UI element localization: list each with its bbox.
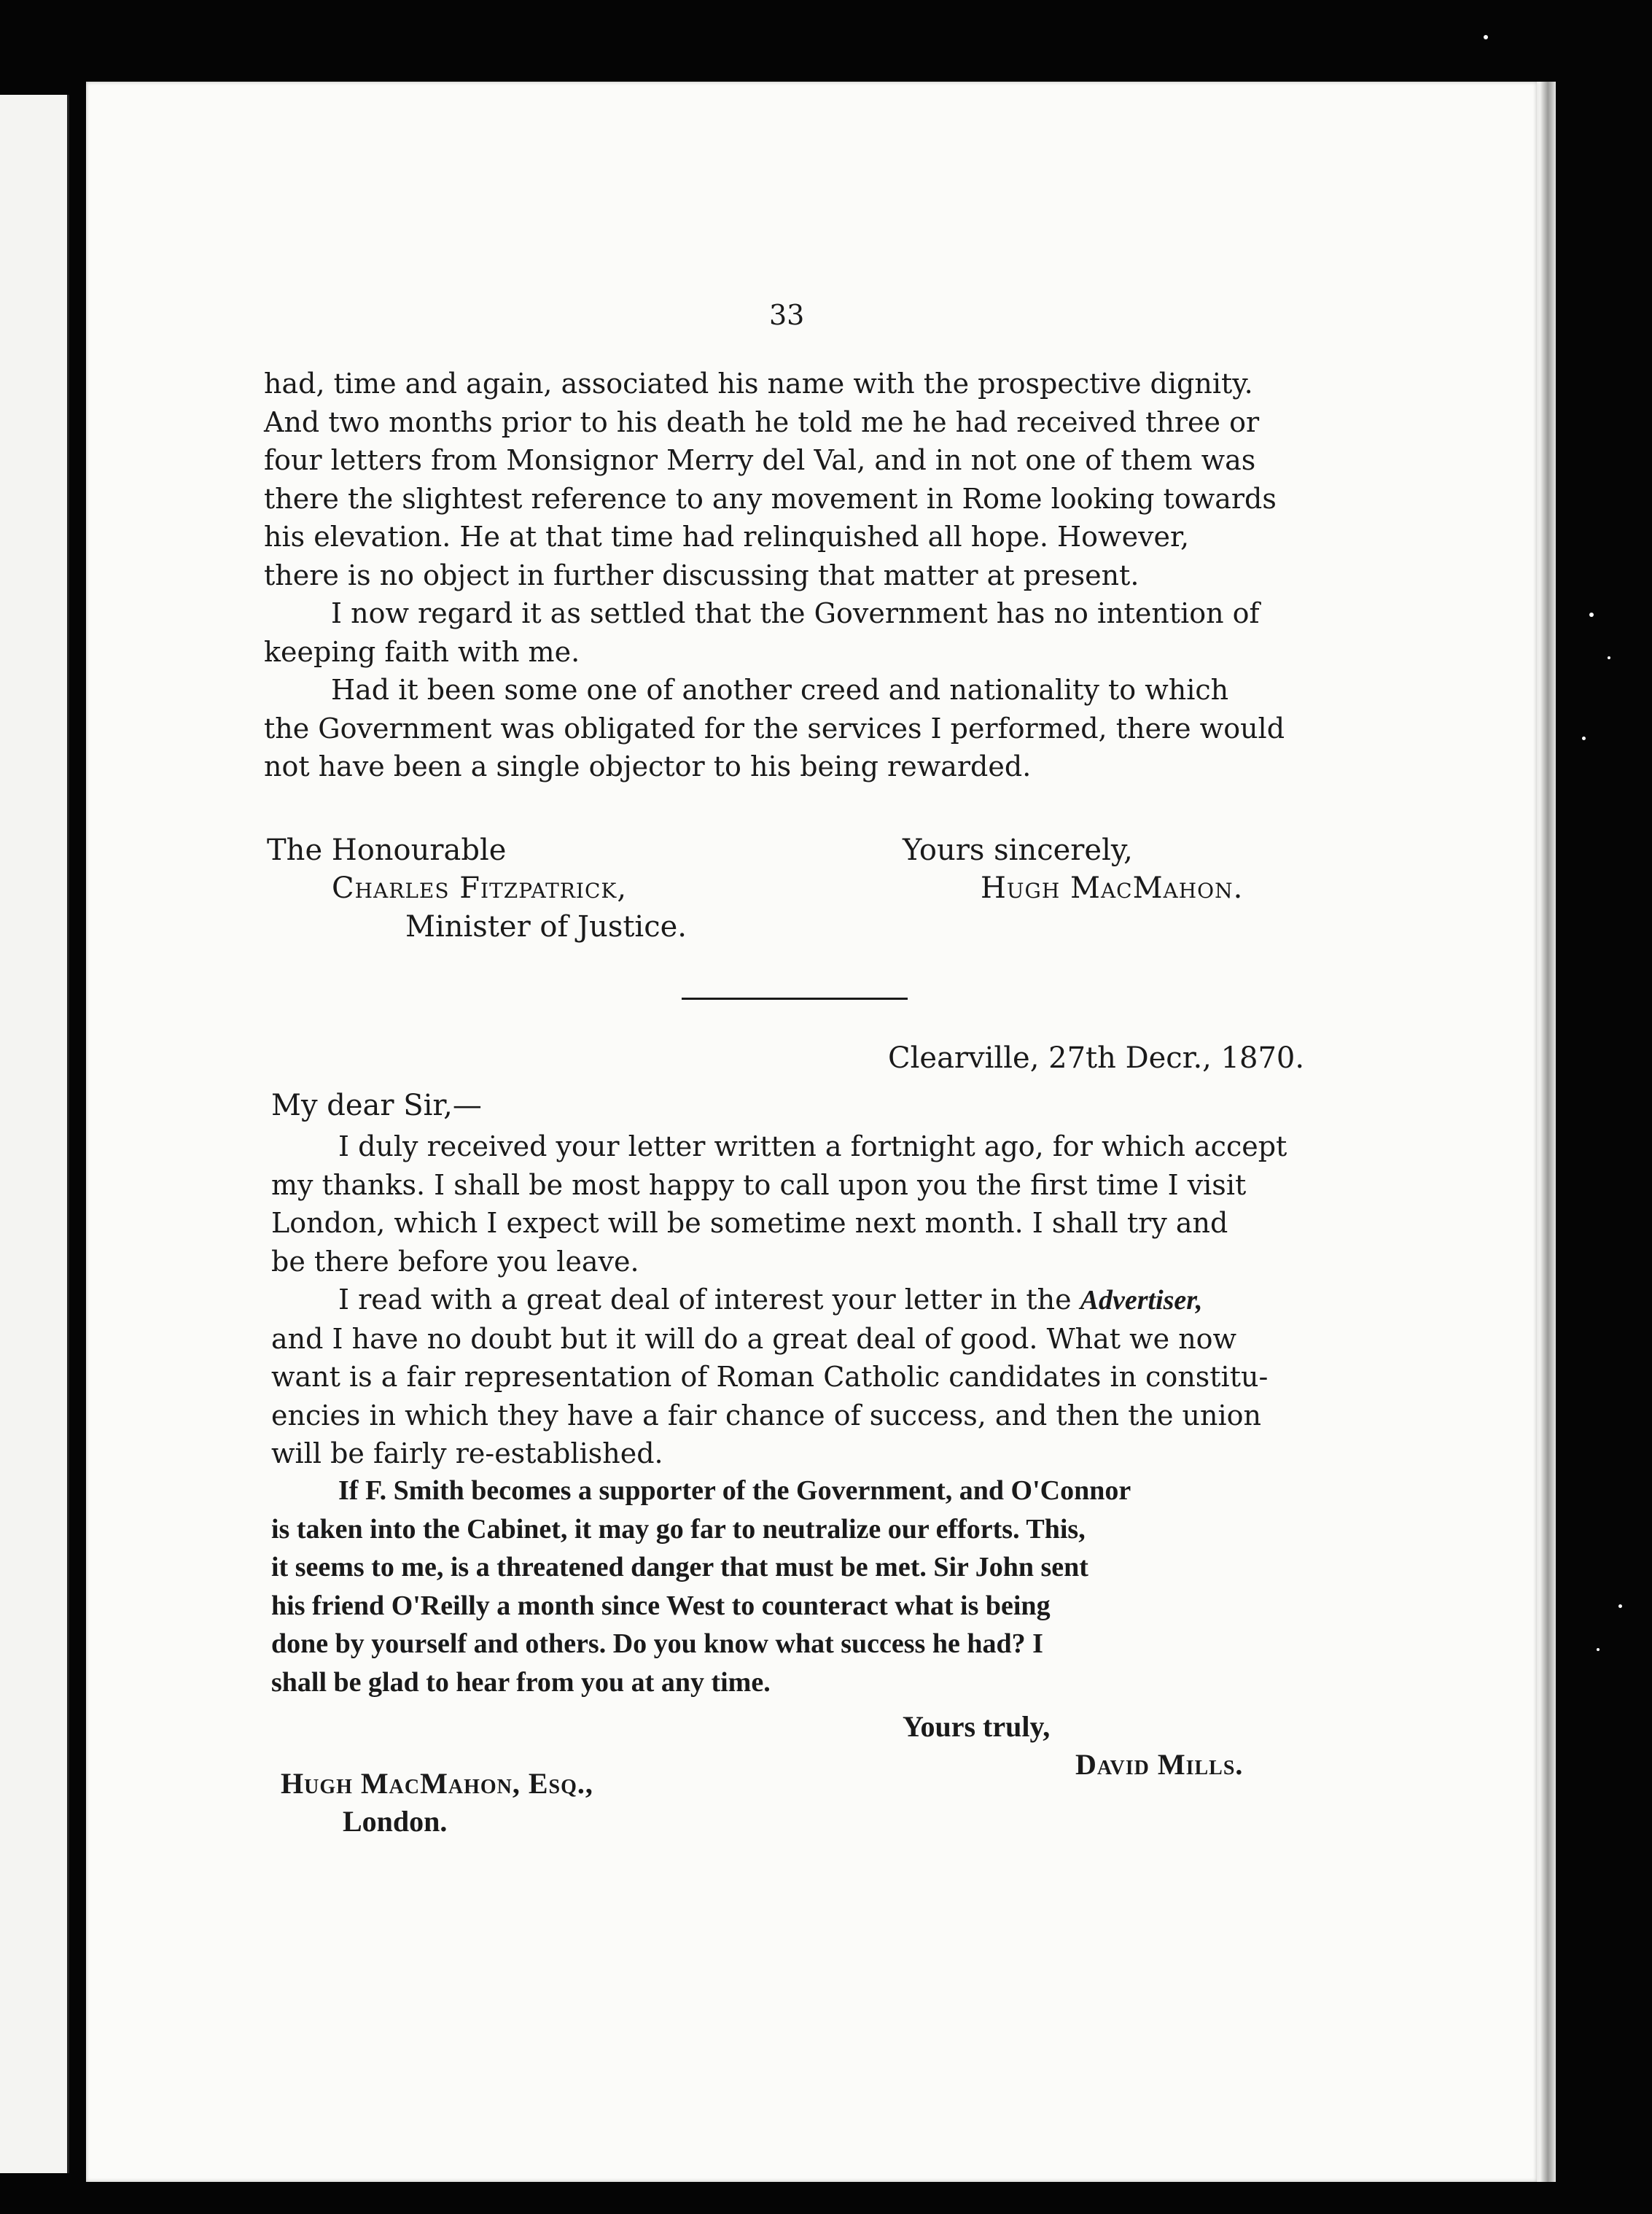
text-line: is taken into the Cabinet, it may go far to neutralize our efforts. This, — [271, 1513, 1086, 1545]
addressee-name: Hugh MacMahon, Esq., — [281, 1767, 593, 1800]
addressee-place: London. — [343, 1805, 448, 1838]
text-line: If F. Smith becomes a supporter of the Government, and O'Connor — [338, 1475, 1131, 1506]
page-number: 33 — [769, 299, 805, 331]
scan-speck — [1608, 656, 1610, 659]
signature: Hugh MacMahon. — [981, 871, 1244, 905]
letter1-paragraph-2 — [264, 594, 1321, 671]
signature: David Mills. — [1075, 1748, 1244, 1781]
text-line: the Government was obligated for the services I performed, there would — [264, 712, 1285, 745]
scan-speck — [1582, 737, 1586, 740]
scan-speck — [1589, 613, 1594, 617]
addressee-line: The Honourable — [267, 834, 507, 867]
text-line — [271, 1281, 1328, 1320]
letter1-paragraph-3 — [264, 671, 1321, 786]
addressee-name: Charles Fitzpatrick, — [332, 871, 628, 905]
letter2-paragraph-3 — [271, 1472, 1328, 1701]
text-line: keeping faith with me. — [264, 635, 580, 668]
text-line: shall be glad to hear from you at any time. — [271, 1666, 771, 1698]
text-line: I duly received your letter written a fortnight ago, for which accept — [338, 1130, 1287, 1162]
text-line: his friend O'Reilly a month since West to counteract what is being — [271, 1590, 1051, 1621]
letter2-paragraph-2 — [271, 1281, 1328, 1473]
text-line: and I have no doubt but it will do a great deal of good. What we now — [271, 1322, 1237, 1355]
text-line: encies in which they have a fair chance of success, and then the union — [271, 1399, 1261, 1432]
text-line: there is no object in further discussing that matter at present. — [264, 559, 1139, 591]
letter2-paragraph-1 — [271, 1127, 1328, 1281]
place-date: Clearville, 27th Decr., 1870. — [888, 1041, 1305, 1075]
text-line: not have been a single objector to his being rewarded. — [264, 750, 1032, 782]
text-line: his elevation. He at that time had relinquished all hope. However, — [264, 521, 1190, 553]
text-line: will be fairly re-established. — [271, 1437, 663, 1469]
text-line: And two months prior to his death he told me he had received three or — [264, 405, 1260, 438]
text-line: be there before you leave. — [271, 1245, 639, 1278]
text-line: it seems to me, is a threatened danger that must be met. Sir John sent — [271, 1552, 1088, 1582]
text-line: want is a fair representation of Roman Catholic candidates in constitu- — [271, 1361, 1269, 1393]
text-line: Had it been some one of another creed and nationality to which — [331, 674, 1229, 706]
newspaper-title: Advertiser, — [1080, 1285, 1203, 1316]
text-line: I now regard it as settled that the Government has no intention of — [331, 597, 1260, 629]
text-line: four letters from Monsignor Merry del Val, and in not one of them was — [264, 444, 1256, 476]
letter1-paragraph-1 — [264, 365, 1321, 594]
addressee-title: Minister of Justice. — [405, 910, 687, 944]
closing: Yours sincerely, — [903, 834, 1133, 867]
scan-speck — [1618, 1604, 1622, 1608]
section-divider — [682, 998, 908, 1000]
salutation: My dear Sir,— — [271, 1089, 482, 1122]
scan-speck — [1484, 35, 1488, 39]
text-line: my thanks. I shall be most happy to call upon you the first time I visit — [271, 1168, 1247, 1201]
text-line: there the slightest reference to any movement in Rome looking towards — [264, 482, 1277, 515]
text-line: had, time and again, associated his name with the prospective dignity. — [264, 368, 1253, 400]
text-span: I read with a great deal of interest your letter in the — [338, 1283, 1080, 1316]
adjacent-page-edge — [0, 95, 69, 2173]
text-line: done by yourself and others. Do you know what success he had? I — [271, 1628, 1043, 1659]
closing: Yours truly, — [903, 1710, 1051, 1743]
text-line: London, which I expect will be sometime next month. I shall try and — [271, 1207, 1228, 1239]
scan-speck — [1597, 1648, 1600, 1651]
